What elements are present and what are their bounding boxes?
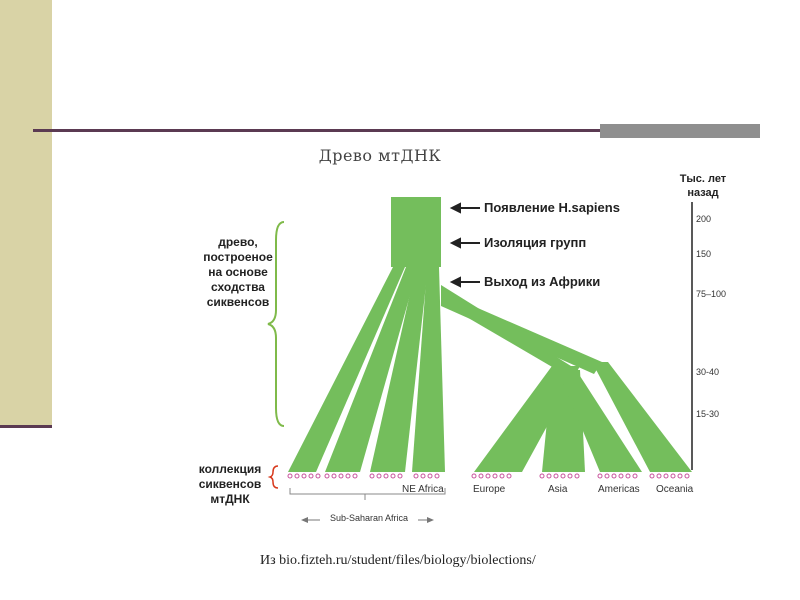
event-homo-sapiens: Появление H.sapiens (484, 200, 620, 215)
decorative-side-bar (0, 0, 52, 425)
slide-title-rule (33, 129, 601, 132)
time-tick-30-40: 30-40 (696, 367, 720, 377)
collection-brace (270, 466, 278, 488)
mtdna-tree-figure (180, 140, 740, 535)
time-tick-75-100: 75–100 (696, 289, 727, 299)
region-americas: Americas (598, 484, 640, 495)
sub-saharan-label: Sub-Saharan Africa (320, 513, 418, 523)
region-asia: Asia (548, 484, 568, 495)
region-europe: Europe (473, 484, 506, 495)
tree-label: древо, построеное на основе сходства сиквенсов (203, 235, 273, 309)
tree-trunk (391, 197, 441, 267)
slide-title-accent (600, 124, 760, 138)
event-group-isolation: Изоляция групп (484, 235, 587, 250)
time-axis-header: Тыс. лет назад (679, 173, 727, 199)
decorative-side-line (0, 425, 52, 428)
source-caption: Из bio.fizteh.ru/student/files/biology/biolections/ (260, 553, 536, 568)
event-arrows (452, 204, 480, 286)
time-tick-150: 150 (696, 249, 712, 259)
sequence-markers (288, 474, 689, 478)
event-out-of-africa: Выход из Африки (484, 274, 601, 289)
branch-oceania-stem (441, 292, 602, 374)
figure-title: Древо мтДНК (318, 146, 442, 165)
time-tick-200: 200 (696, 214, 712, 224)
collection-label: коллекция сиквенсов мтДНК (198, 462, 262, 506)
region-ne-africa: NE Africa (402, 484, 444, 495)
time-tick-15-30: 15-30 (696, 409, 720, 419)
region-oceania: Oceania (656, 484, 694, 495)
